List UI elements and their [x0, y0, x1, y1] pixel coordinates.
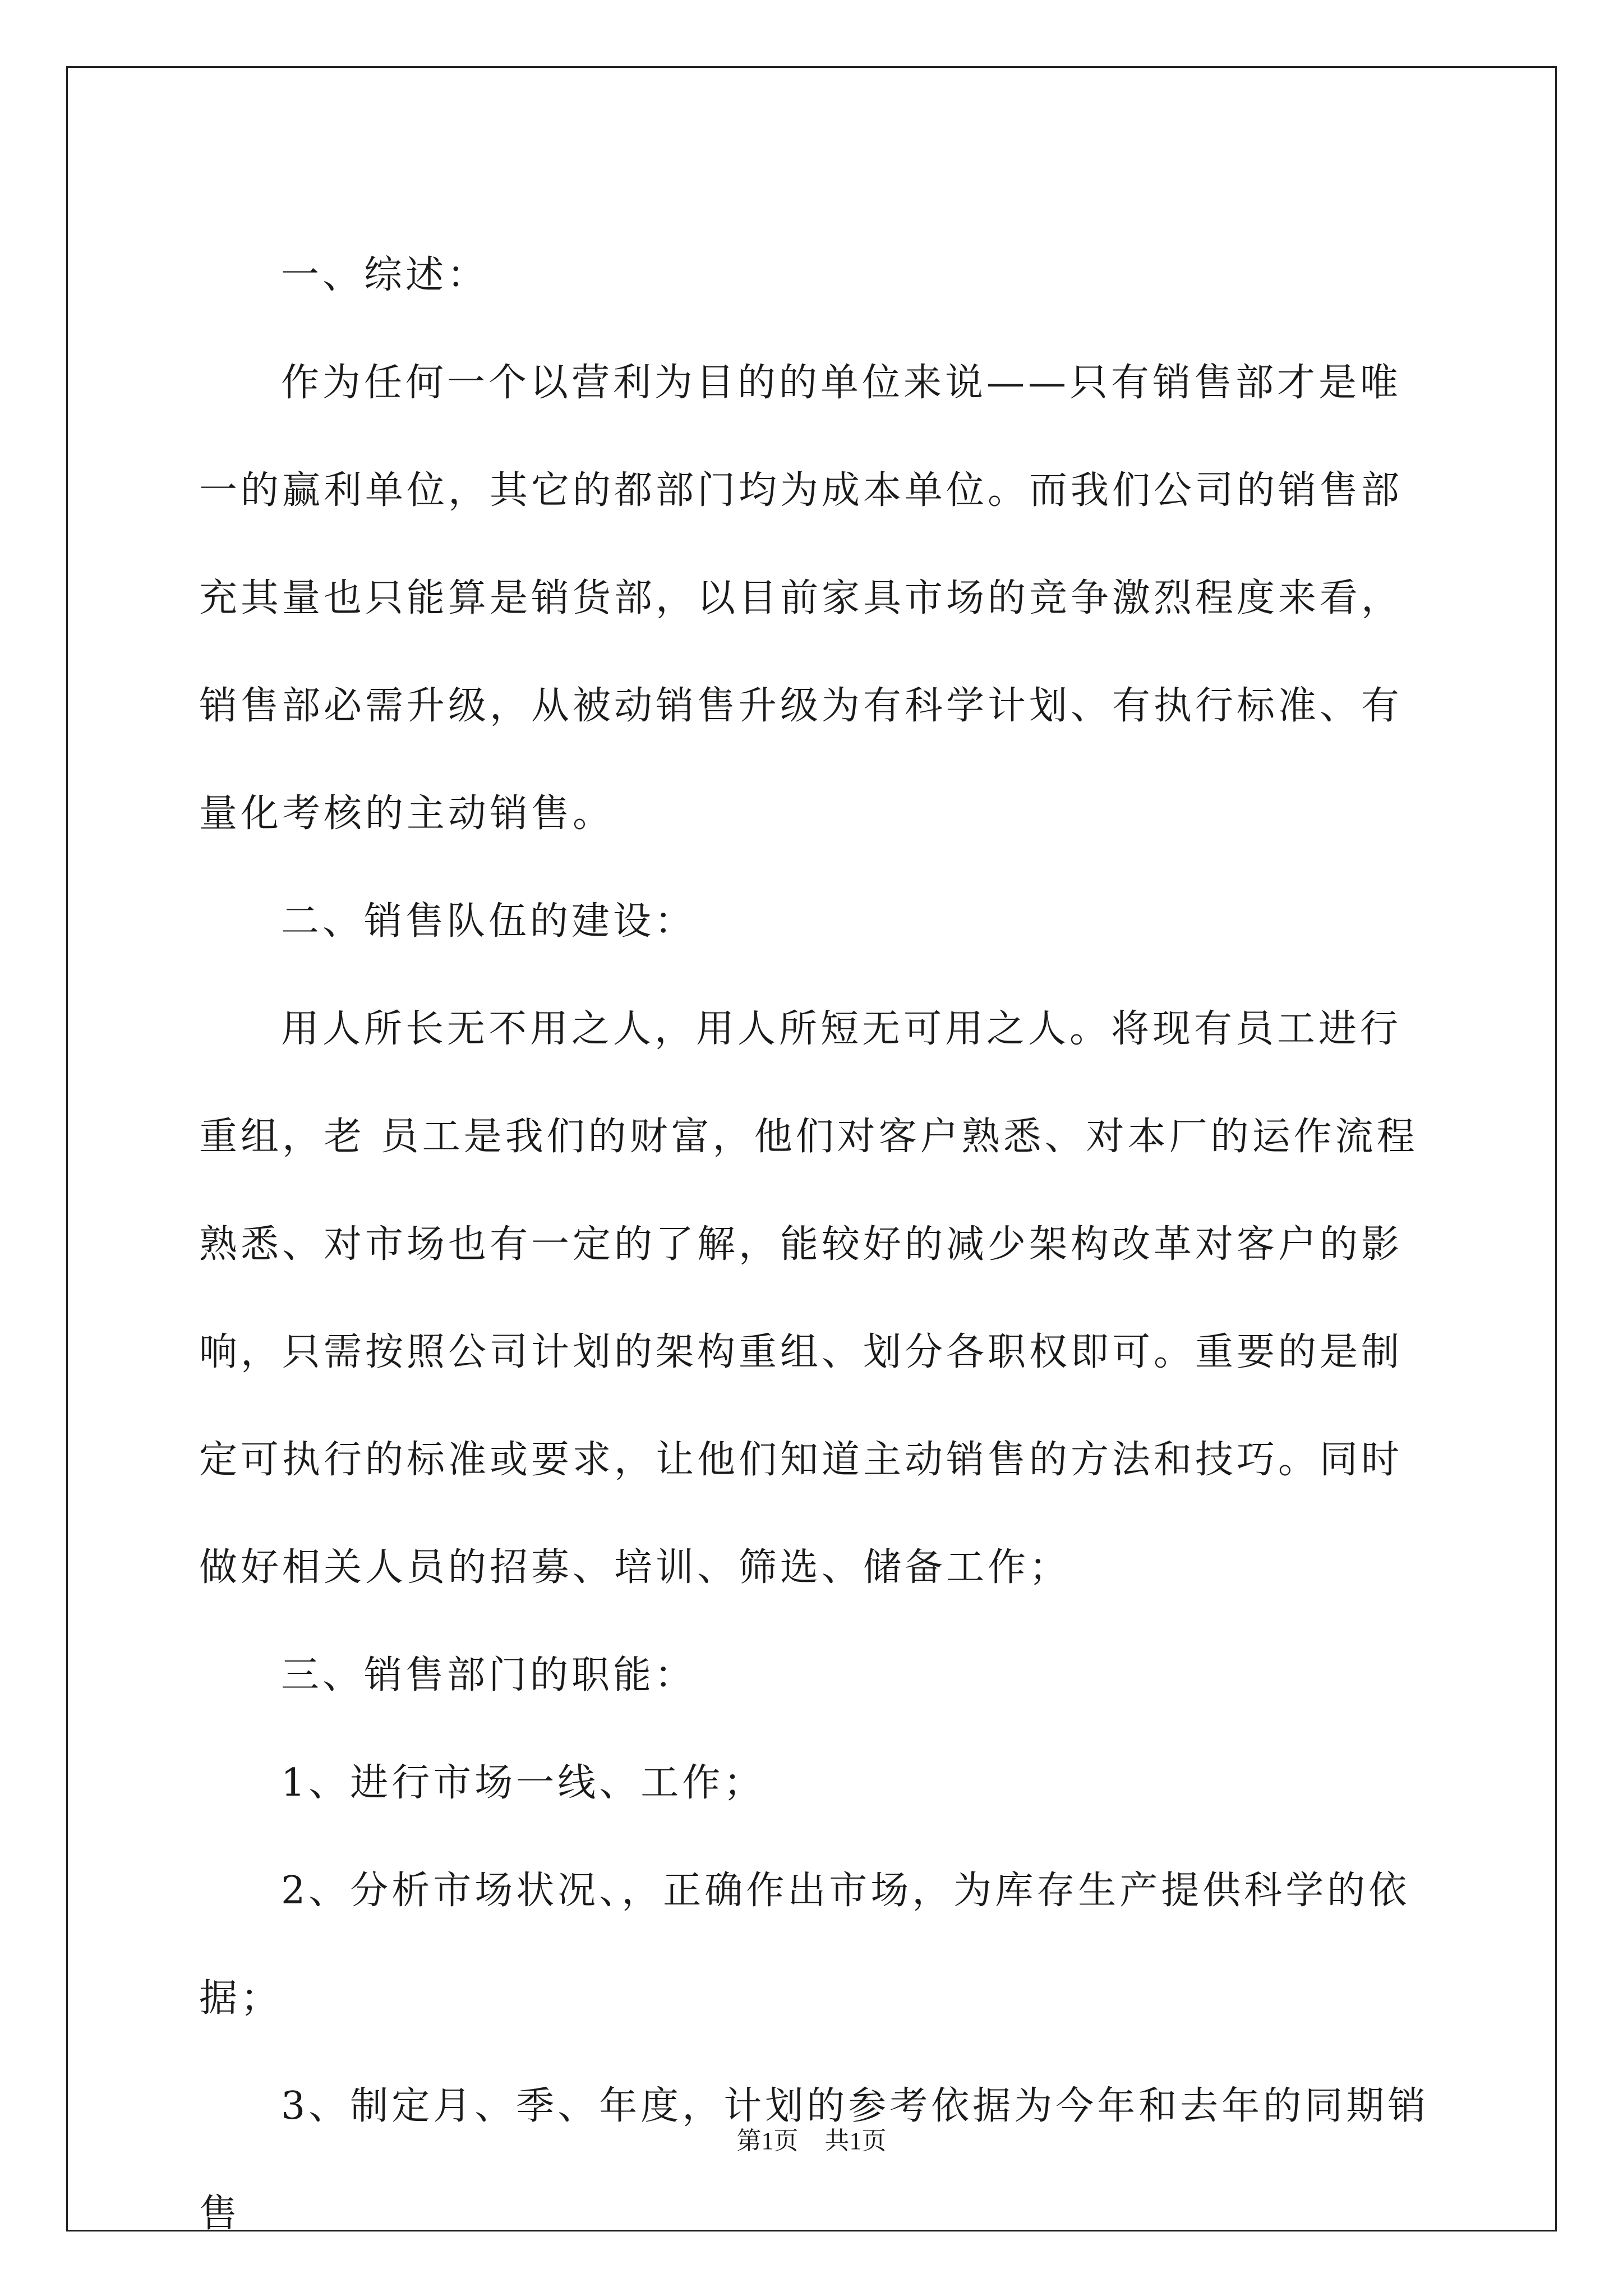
paragraph-summary: 作为任何一个以营利为目的的单位来说——只有销售部才是唯一的赢利单位，其它的都部门均为成本单位。而我们公司的销售部充其量也只能算是销货部，以目前家具市场的竞争激烈程度来看，销售部必需升级，从被动销售升级为有科学计划、有执行标准、有量化考核的主动销售。: [199, 361, 1403, 836]
page-number-current: 第1页: [736, 2127, 799, 2155]
section-heading-team: 二、销售队伍的建设：: [281, 899, 697, 944]
section-heading-functions: 三、销售部门的职能：: [281, 1653, 697, 1697]
section-heading-summary: 一、综述：: [281, 253, 489, 297]
list-item: 3、制定月、季、年度，计划的参考依据为今年和去年的同期销售: [199, 2084, 1430, 2236]
document-body: [199, 222, 1430, 2268]
list-item: 2、分析市场状况、，正确作出市场，为库存生产提供科学的依据；: [199, 1869, 1410, 2021]
list-item: 1、进行市场一线、工作；: [281, 1761, 766, 1805]
page-footer: [0, 2120, 1623, 2156]
paragraph-team: 用人所长无不用之人，用人所短无可用之人。将现有员工进行重组，老 员工是我们的财富，他们对客户熟悉、对本厂的运作流程熟悉、对市场也有一定的了解，能较好的减少架构改革对客户的影响，只需按照公司计划的架构重组、划分各职权即可。重要的是制定可执行的标准或要求，让他们知道主动销售的方法和技巧。同时做好相关人员的招募、培训、筛选、储备工作；: [199, 1007, 1418, 1590]
page-number-total: 共1页: [824, 2127, 887, 2155]
